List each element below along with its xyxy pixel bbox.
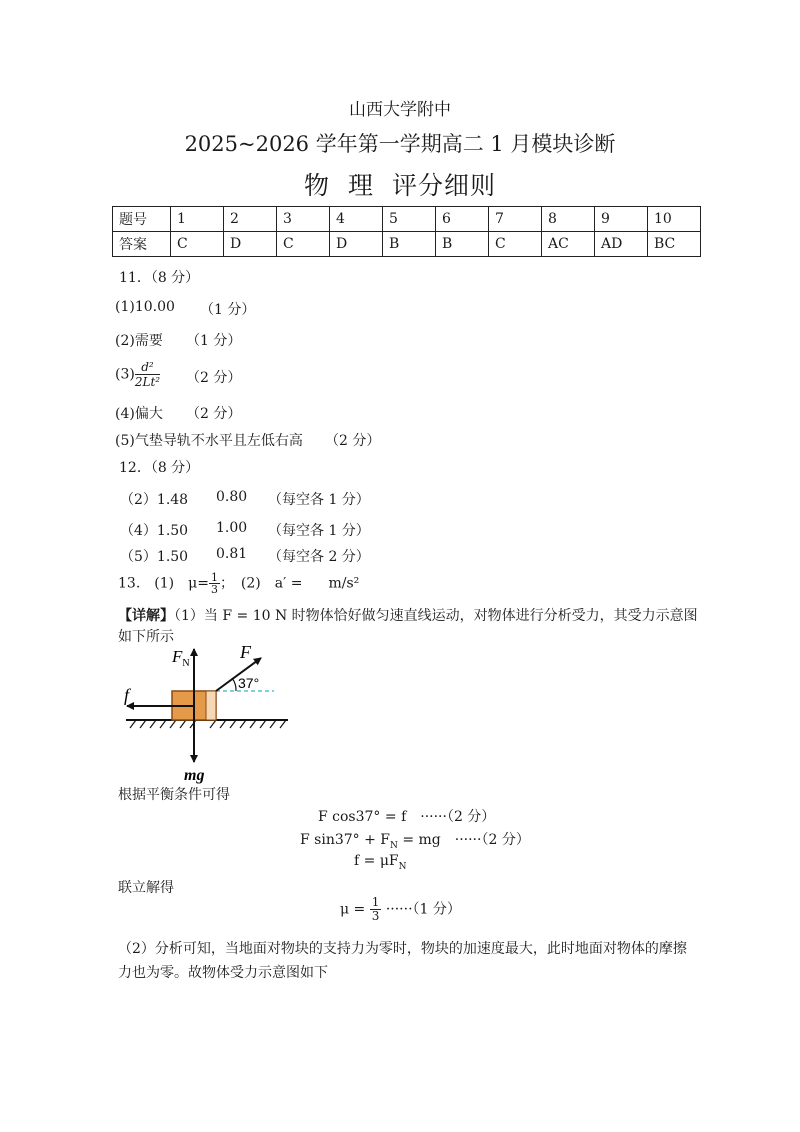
q12-row-2-score: （每空各 1 分）	[268, 523, 370, 539]
q11-part3-label: (3)	[115, 366, 135, 383]
force-diagram	[112, 640, 302, 785]
part2-line2: 力也为零。故物体受力示意图如下	[118, 965, 328, 981]
table-cell: 9	[595, 207, 648, 232]
fraction-denominator: 3	[371, 909, 380, 923]
table-cell: 5	[383, 207, 436, 232]
eq4-label: μ =	[340, 901, 366, 918]
equation-2	[300, 829, 530, 851]
table-cell: 8	[542, 207, 595, 232]
table-cell: 10	[648, 207, 701, 232]
table-cell: 1	[171, 207, 224, 232]
table-row-numbers	[113, 207, 701, 232]
answer-table	[112, 206, 701, 257]
equation-3	[354, 853, 407, 872]
q11-title: 11．（8 分）	[119, 270, 200, 286]
table-cell: AD	[595, 232, 648, 257]
exam-title: 2025~2026 学年第一学期高二 1 月模块诊断	[184, 132, 616, 156]
eq3-main: f = μF	[354, 853, 399, 869]
balance-condition: 根据平衡条件可得	[118, 787, 230, 803]
table-cell: 6	[436, 207, 489, 232]
q12-row-2-label: （4）1.50	[120, 523, 189, 539]
eq2-sub: N	[390, 840, 398, 851]
q12-row-1-value: 0.80	[216, 489, 248, 505]
block-edge	[206, 691, 216, 720]
q11-part4-score: （2 分）	[186, 406, 242, 422]
q12-row-3-value: 0.81	[216, 546, 248, 562]
fraction-numerator: 1	[210, 571, 218, 584]
q13-mu-label: 13. (1) μ=	[118, 575, 209, 592]
q13-mu-fraction	[209, 572, 220, 595]
table-cell: 答案	[113, 232, 171, 257]
table-cell: C	[171, 232, 224, 257]
eq2-rest: = mg ······（2 分）	[397, 832, 530, 848]
q11-part5-score: （2 分）	[325, 433, 381, 449]
rubric-label: 评分细则	[392, 171, 497, 200]
label-normal-force: $F_N$	[172, 647, 190, 669]
q13-detail-line2: 如下所示	[118, 629, 174, 645]
subject-char-2: 理	[347, 171, 374, 200]
q12-title: 12．（8 分）	[119, 460, 200, 476]
label-angle: 37°	[238, 675, 260, 691]
part2-line1: （2）分析可知，当地面对物块的支持力为零时，物块的加速度最大，此时地面对物体的摩擦	[118, 941, 687, 957]
q11-part5: (5)气垫导轨不水平且左低右高	[115, 433, 303, 449]
detail-text: （1）当 F = 10 N 时物体恰好做匀速直线运动，对物体进行分析受力，其受力示意图	[174, 608, 698, 624]
q11-part3-fraction	[135, 360, 160, 389]
subject-char-1: 物	[303, 171, 330, 200]
equation-4	[340, 896, 461, 923]
q11-part3-score: （2 分）	[186, 370, 242, 386]
q11-part3	[115, 360, 160, 389]
table-cell: 2	[224, 207, 277, 232]
fraction-numerator: 1	[371, 895, 380, 909]
q11-part2-score: （1 分）	[186, 333, 242, 349]
table-cell: 3	[277, 207, 330, 232]
detail-tag: 【详解】	[118, 608, 174, 624]
table-cell: D	[330, 232, 383, 257]
school-name: 山西大学附中	[349, 100, 451, 120]
q13-detail-line1	[118, 605, 698, 625]
label-friction: f	[124, 685, 130, 705]
table-cell: BC	[648, 232, 701, 257]
q12-row-1-score: （每空各 1 分）	[268, 492, 370, 508]
eq3-sub: N	[398, 861, 407, 872]
table-cell: C	[277, 232, 330, 257]
table-cell: AC	[542, 232, 595, 257]
fraction-denominator: 3	[210, 583, 218, 596]
q12-row-1-label: （2）1.48	[120, 492, 189, 508]
table-row-answers	[113, 232, 701, 257]
q11-part1-score: （1 分）	[200, 302, 256, 318]
table-cell: B	[383, 232, 436, 257]
doc-title	[0, 166, 800, 202]
q13-accel-label: ； (2) a′ =	[219, 575, 303, 592]
fraction-denominator: 2Lt²	[134, 375, 161, 389]
ground-hatching	[130, 720, 286, 728]
q13-answer-line	[118, 572, 359, 595]
equation-1: F cos37° = f ······（2 分）	[318, 809, 496, 825]
table-cell: D	[224, 232, 277, 257]
q11-part1: (1)10.00	[115, 299, 175, 315]
label-applied-force: F	[240, 642, 251, 662]
q11-part4: (4)偏大	[115, 406, 163, 422]
label-gravity: mg	[184, 767, 205, 784]
eq4-fraction	[370, 896, 382, 923]
fraction-numerator: d²	[135, 360, 160, 375]
q13-accel-unit: m/s²	[328, 575, 360, 592]
eq2-main: F sin37° + F	[300, 832, 391, 848]
q11-part2: (2)需要	[115, 333, 163, 349]
table-cell: B	[436, 232, 489, 257]
solve-label: 联立解得	[118, 880, 174, 896]
q12-row-3-label: （5）1.50	[120, 549, 189, 565]
q12-row-2-value: 1.00	[216, 520, 248, 536]
table-cell: 题号	[113, 207, 171, 232]
table-cell: 7	[489, 207, 542, 232]
table-cell: 4	[330, 207, 383, 232]
table-cell: C	[489, 232, 542, 257]
eq4-score: ······（1 分）	[385, 901, 461, 918]
q12-row-3-score: （每空各 2 分）	[268, 549, 370, 565]
